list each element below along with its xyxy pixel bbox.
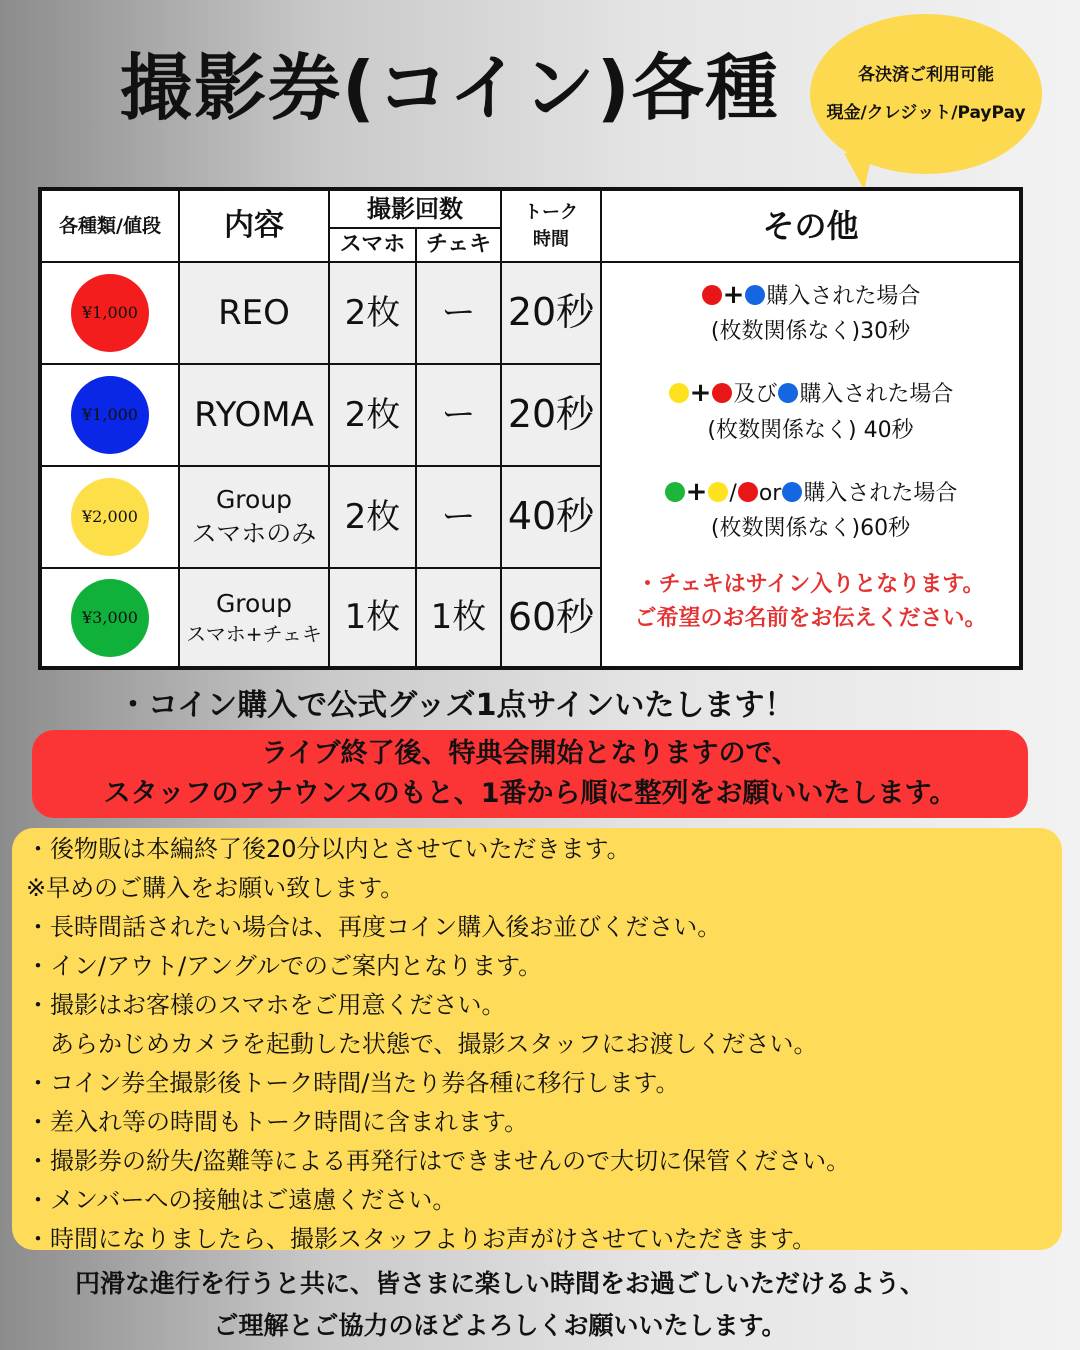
payment-line-2: 現金/クレジット/PayPay [826,103,1026,123]
note-and: 及び [733,382,778,408]
red-dot-icon [712,383,732,403]
green-dot-icon [665,482,685,502]
header-shots: 撮影回数 [329,190,501,228]
note-text: 購入された場合 [799,382,954,408]
talk-time: 20秒 [501,262,601,364]
coin-icon: ¥3,000 [71,579,149,657]
note-group-line-2: (枚数関係なく)60秒 [710,516,911,542]
header-type-price: 各種類/値段 [41,190,179,262]
plus-sign: + [685,476,708,507]
yellow-dot-icon [708,482,728,502]
blue-dot-icon [782,482,802,502]
rule-item: ・メンバーへの接触はご遠慮ください。 [26,1186,457,1214]
closing-message [0,1263,1000,1347]
talk-time: 20秒 [501,364,601,466]
header-content: 内容 [179,190,329,262]
content-cell: RYOMA [179,364,329,466]
yellow-dot-icon [669,383,689,403]
smartphone-count: 2枚 [329,466,416,568]
rule-item: ・長時間話されたい場合は、再度コイン購入後お並びください。 [26,913,722,941]
cheki-count: 1枚 [416,568,501,667]
content-line-1: Group [215,485,293,515]
other-notes-cell [601,262,1020,667]
lineup-banner [32,730,1028,818]
sign-notice: ・コイン購入で公式グッズ1点サインいたします！ [118,688,795,723]
note-text: 購入された場合 [766,284,921,309]
content-cell: REO [179,262,329,364]
coin-icon: ¥1,000 [71,274,149,352]
note-reo-line-1 [701,275,921,315]
rule-item: ・イン/アウト/アングルでのご案内となります。 [26,952,543,980]
rule-item: ・後物販は本編終了後20分以内とさせていただきます。 [26,835,631,863]
header-other: その他 [601,190,1020,262]
smartphone-count: 2枚 [329,262,416,364]
talk-time: 60秒 [501,568,601,667]
payment-bubble [810,14,1042,174]
note-group [664,472,958,546]
header-talk-time [501,190,601,262]
rule-item: ・時間になりましたら、撮影スタッフよりお声がけさせていただきます。 [26,1225,817,1253]
cheki-note-line-2: ご希望のお名前をお伝えください。 [634,606,987,632]
plus-sign: + [689,378,712,409]
content-line-1: Group [215,589,293,619]
cheki-count: ー [416,262,501,364]
note-slash: / [729,480,737,506]
header-talk-line-2: 時間 [533,229,569,250]
cheki-count: ー [416,466,501,568]
content-cell [179,466,329,568]
banner-line-1: ライブ終了後、特典会開始となりますので、 [261,738,799,769]
closing-line-1: 円滑な進行を行うと共に、皆さまに楽しい時間をお過ごしいただけるよう、 [74,1269,925,1298]
note-ryoma-line-2: (枚数関係なく) 40秒 [707,417,914,443]
blue-dot-icon [745,285,765,305]
note-or: or [758,480,782,506]
smartphone-count: 2枚 [329,364,416,466]
note-group-line-1 [664,472,958,512]
header-smartphone: スマホ [329,228,416,262]
content-line-2: スマホ+チェキ [186,621,322,646]
cheki-note-line-1: ・チェキはサイン入りとなります。 [636,572,985,598]
plus-sign: + [722,280,745,310]
red-dot-icon [738,482,758,502]
note-text: 購入された場合 [803,480,958,506]
talk-time: 40秒 [501,466,601,568]
rule-item: ※早めのご購入をお願い致します。 [26,874,405,902]
price-cell [41,568,179,667]
red-dot-icon [702,285,722,305]
price-cell [41,262,179,364]
note-ryoma [668,373,954,447]
coin-icon: ¥1,000 [71,376,149,454]
blue-dot-icon [778,383,798,403]
header-cheki: チェキ [416,228,501,262]
coin-icon: ¥2,000 [71,478,149,556]
payment-line-1: 各決済ご利用可能 [858,65,994,85]
price-cell [41,466,179,568]
rule-item: ・コイン券全撮影後トーク時間/当たり券各種に移行します。 [26,1069,680,1097]
note-ryoma-line-1 [668,373,954,413]
rule-item: ・撮影はお客様のスマホをご用意ください。 [26,991,506,1019]
smartphone-count: 1枚 [329,568,416,667]
cheki-sign-note [634,568,986,636]
page-title: 撮影券(コイン)各種 [120,46,780,130]
banner-line-2: スタッフのアナウンスのもと、1番から順に整列をお願いいたします。 [103,778,957,809]
closing-line-2: ご理解とご協力のほどよろしくお願いいたします。 [213,1311,787,1340]
rules-panel [12,828,1062,1253]
price-cell [41,364,179,466]
rule-item: ・差入れ等の時間もトーク時間に含まれます。 [26,1108,529,1136]
note-reo [701,275,921,349]
note-reo-line-2: (枚数関係なく)30秒 [710,319,911,345]
cheki-count: ー [416,364,501,466]
rule-item: ・撮影券の紛失/盗難等による再発行はできませんので大切に保管ください。 [26,1147,851,1175]
rule-item: あらかじめカメラを起動した状態で、撮影スタッフにお渡しください。 [26,1030,818,1058]
header-talk-line-1: トーク [524,202,578,223]
content-cell [179,568,329,667]
price-table [38,187,1023,670]
content-line-2: スマホのみ [191,519,317,548]
